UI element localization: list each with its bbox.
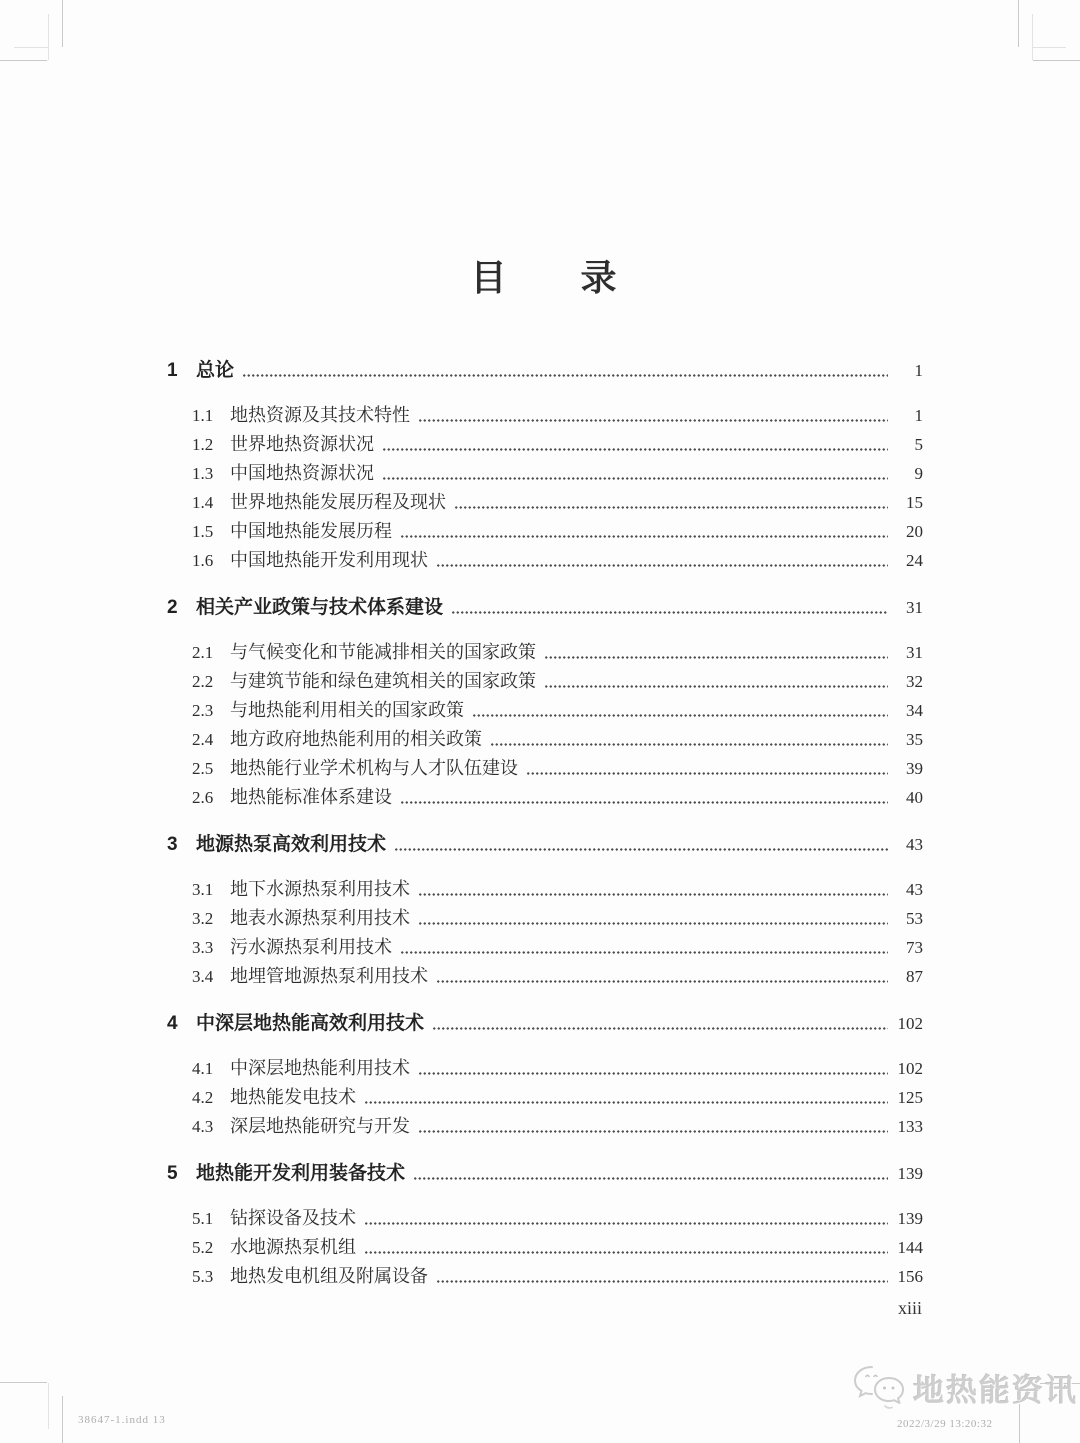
toc-item-num: 3.3	[192, 938, 214, 957]
toc-item-num: 2.1	[192, 643, 214, 662]
toc-item-title: 世界地热能发展历程及现状	[230, 492, 446, 512]
toc-item-page-ref: 40	[906, 788, 923, 807]
dot-leader	[544, 667, 888, 696]
toc-chapter-title: 地热能开发利用装备技术	[196, 1163, 406, 1184]
dot-leader	[364, 1204, 888, 1233]
toc-item-num: 1.5	[192, 522, 214, 541]
toc-item-num: 5.1	[192, 1209, 214, 1228]
toc-item-page-ref: 87	[906, 967, 923, 986]
toc-item-page-ref: 32	[906, 672, 923, 691]
toc-item-page-ref: 15	[906, 493, 923, 512]
toc-chapter-title: 中深层地热能高效利用技术	[196, 1013, 425, 1034]
toc-item-row	[167, 488, 923, 517]
toc-item-title: 地热能发电技术	[230, 1087, 356, 1107]
toc-item-row	[167, 546, 923, 575]
watermark-label: 地热能资讯	[913, 1372, 1078, 1408]
toc-item-row	[167, 1204, 923, 1233]
toc-item-page-ref: 34	[906, 701, 923, 720]
toc-item-page-ref: 156	[897, 1267, 923, 1286]
toc-item-num: 4.2	[192, 1088, 214, 1107]
toc-item-title: 水地源热泵机组	[230, 1237, 356, 1257]
page-number: xiii	[897, 1298, 922, 1318]
toc-item-row	[167, 1083, 923, 1112]
toc-list	[167, 356, 923, 1291]
title-char: 目	[470, 257, 507, 299]
toc-item-row	[167, 430, 923, 459]
toc-chapter-page-ref: 1	[914, 361, 923, 380]
toc-chapter-row	[167, 1159, 923, 1188]
toc-item-page-ref: 5	[914, 435, 923, 454]
dot-leader	[436, 962, 888, 991]
toc-item-row	[167, 638, 923, 667]
dot-leader	[454, 488, 888, 517]
toc-chapter-page-ref: 31	[906, 598, 923, 617]
toc-item-title: 地热能行业学术机构与人才队伍建设	[230, 758, 518, 778]
crop-mark	[0, 60, 47, 61]
toc-item-page-ref: 1	[914, 406, 923, 425]
dot-leader	[364, 1233, 888, 1262]
watermark	[852, 1364, 1078, 1410]
crop-mark	[1018, 0, 1019, 47]
toc-item-page-ref: 133	[897, 1117, 923, 1136]
dot-leader	[418, 875, 888, 904]
dot-leader	[436, 1262, 888, 1291]
toc-item-num: 2.6	[192, 788, 214, 807]
toc-item-page-ref: 9	[914, 464, 923, 483]
toc-item-page-ref: 39	[906, 759, 923, 778]
toc-item-title: 中国地热能发展历程	[230, 521, 392, 541]
toc-chapter-page-ref: 43	[906, 835, 923, 854]
toc-item-title: 中深层地热能利用技术	[230, 1058, 410, 1078]
toc-item-title: 与地热能利用相关的国家政策	[230, 700, 464, 720]
dot-leader	[544, 638, 888, 667]
toc-item-title: 中国地热能开发利用现状	[230, 550, 428, 570]
crop-mark	[0, 1382, 47, 1383]
toc-item-num: 3.2	[192, 909, 214, 928]
crop-mark	[48, 14, 49, 60]
toc-item-title: 与建筑节能和绿色建筑相关的国家政策	[230, 671, 536, 691]
toc-chapter-page-ref: 102	[897, 1014, 923, 1033]
toc-item-num: 4.3	[192, 1117, 214, 1136]
dot-leader	[413, 1159, 888, 1188]
toc-item-page-ref: 20	[906, 522, 923, 541]
toc-item-num: 5.2	[192, 1238, 214, 1257]
toc-item-title: 地埋管地源热泵利用技术	[230, 966, 428, 986]
dot-leader	[490, 725, 888, 754]
dot-leader	[432, 1009, 888, 1038]
toc-chapter-num: 5	[167, 1163, 178, 1184]
toc-item-row	[167, 754, 923, 783]
toc-item-num: 1.2	[192, 435, 214, 454]
wechat-chat-bubbles-icon	[852, 1364, 906, 1410]
toc-chapter-row	[167, 830, 923, 859]
toc-item-page-ref: 53	[906, 909, 923, 928]
print-timestamp: 2022/3/29 13:20:32	[897, 1418, 993, 1430]
dot-leader	[400, 933, 888, 962]
toc-item-row	[167, 962, 923, 991]
dot-leader	[382, 459, 888, 488]
toc-item-row	[167, 459, 923, 488]
toc-item-row	[167, 933, 923, 962]
toc-item-title: 地下水源热泵利用技术	[230, 879, 410, 899]
toc-item-row	[167, 725, 923, 754]
crop-mark	[14, 47, 48, 48]
toc-item-num: 3.1	[192, 880, 214, 899]
toc-item-num: 1.4	[192, 493, 214, 512]
toc-item-title: 地热发电机组及附属设备	[230, 1266, 428, 1286]
toc-item-page-ref: 35	[906, 730, 923, 749]
toc-item-num: 2.4	[192, 730, 214, 749]
toc-item-num: 2.3	[192, 701, 214, 720]
toc-item-row	[167, 1262, 923, 1291]
toc-item-title: 污水源热泵利用技术	[230, 937, 392, 957]
dot-leader	[242, 356, 888, 385]
toc-item-title: 中国地热资源状况	[230, 463, 374, 483]
toc-chapter-num: 1	[167, 360, 178, 381]
dot-leader	[526, 754, 888, 783]
toc-chapter-row	[167, 356, 923, 385]
toc-item-row	[167, 401, 923, 430]
crop-mark	[1032, 14, 1033, 60]
dot-leader	[394, 830, 888, 859]
toc-item-title: 与气候变化和节能减排相关的国家政策	[230, 642, 536, 662]
toc-item-page-ref: 125	[897, 1088, 923, 1107]
toc-item-num: 4.1	[192, 1059, 214, 1078]
toc-item-title: 钻探设备及技术	[230, 1208, 356, 1228]
toc-item-row	[167, 875, 923, 904]
dot-leader	[418, 1112, 888, 1141]
toc-item-title: 地表水源热泵利用技术	[230, 908, 410, 928]
toc-item-row	[167, 1112, 923, 1141]
title-char: 录	[580, 257, 617, 299]
toc-item-row	[167, 667, 923, 696]
toc-item-num: 5.3	[192, 1267, 214, 1286]
toc-item-row	[167, 696, 923, 725]
toc-item-row	[167, 517, 923, 546]
dot-leader	[418, 904, 888, 933]
toc-item-row	[167, 904, 923, 933]
toc-item-title: 地热资源及其技术特性	[230, 405, 410, 425]
dot-leader	[382, 430, 888, 459]
toc-item-num: 1.6	[192, 551, 214, 570]
crop-mark	[48, 1383, 49, 1429]
toc-item-title: 地方政府地热能利用的相关政策	[230, 729, 482, 749]
toc-item-num: 1.3	[192, 464, 214, 483]
toc-chapter-num: 3	[167, 834, 178, 855]
toc-chapter-num: 4	[167, 1013, 178, 1034]
toc-item-num: 2.5	[192, 759, 214, 778]
toc-item-row	[167, 1233, 923, 1262]
toc-item-title: 世界地热资源状况	[230, 434, 374, 454]
toc-item-page-ref: 43	[906, 880, 923, 899]
toc-chapter-title: 总论	[196, 360, 235, 381]
crop-mark	[1032, 47, 1066, 48]
toc-chapter-num: 2	[167, 597, 178, 618]
toc-item-page-ref: 144	[897, 1238, 923, 1257]
toc-item-page-ref: 139	[897, 1209, 923, 1228]
dot-leader	[400, 783, 888, 812]
crop-mark	[62, 1396, 63, 1443]
toc-item-row	[167, 783, 923, 812]
toc-chapter-page-ref: 139	[897, 1164, 923, 1183]
toc-item-row	[167, 1054, 923, 1083]
dot-leader	[472, 696, 888, 725]
dot-leader	[418, 401, 888, 430]
toc-item-num: 1.1	[192, 406, 214, 425]
dot-leader	[418, 1054, 888, 1083]
crop-mark	[1033, 60, 1080, 61]
toc-chapter-title: 地源热泵高效利用技术	[196, 834, 387, 855]
toc-item-page-ref: 73	[906, 938, 923, 957]
dot-leader	[400, 517, 888, 546]
dot-leader	[364, 1083, 888, 1112]
toc-item-page-ref: 102	[897, 1059, 923, 1078]
toc-chapter-row	[167, 593, 923, 622]
toc-item-page-ref: 31	[906, 643, 923, 662]
print-filename: 38647-1.indd 13	[78, 1414, 166, 1426]
toc-item-page-ref: 24	[906, 551, 923, 570]
dot-leader	[436, 546, 888, 575]
toc-chapter-row	[167, 1009, 923, 1038]
toc-item-num: 3.4	[192, 967, 214, 986]
toc-item-title: 地热能标准体系建设	[230, 787, 392, 807]
toc-chapter-title: 相关产业政策与技术体系建设	[196, 597, 444, 618]
page-title	[165, 250, 922, 301]
toc-item-title: 深层地热能研究与开发	[230, 1116, 410, 1136]
dot-leader	[451, 593, 888, 622]
toc-item-num: 2.2	[192, 672, 214, 691]
crop-mark	[62, 0, 63, 47]
